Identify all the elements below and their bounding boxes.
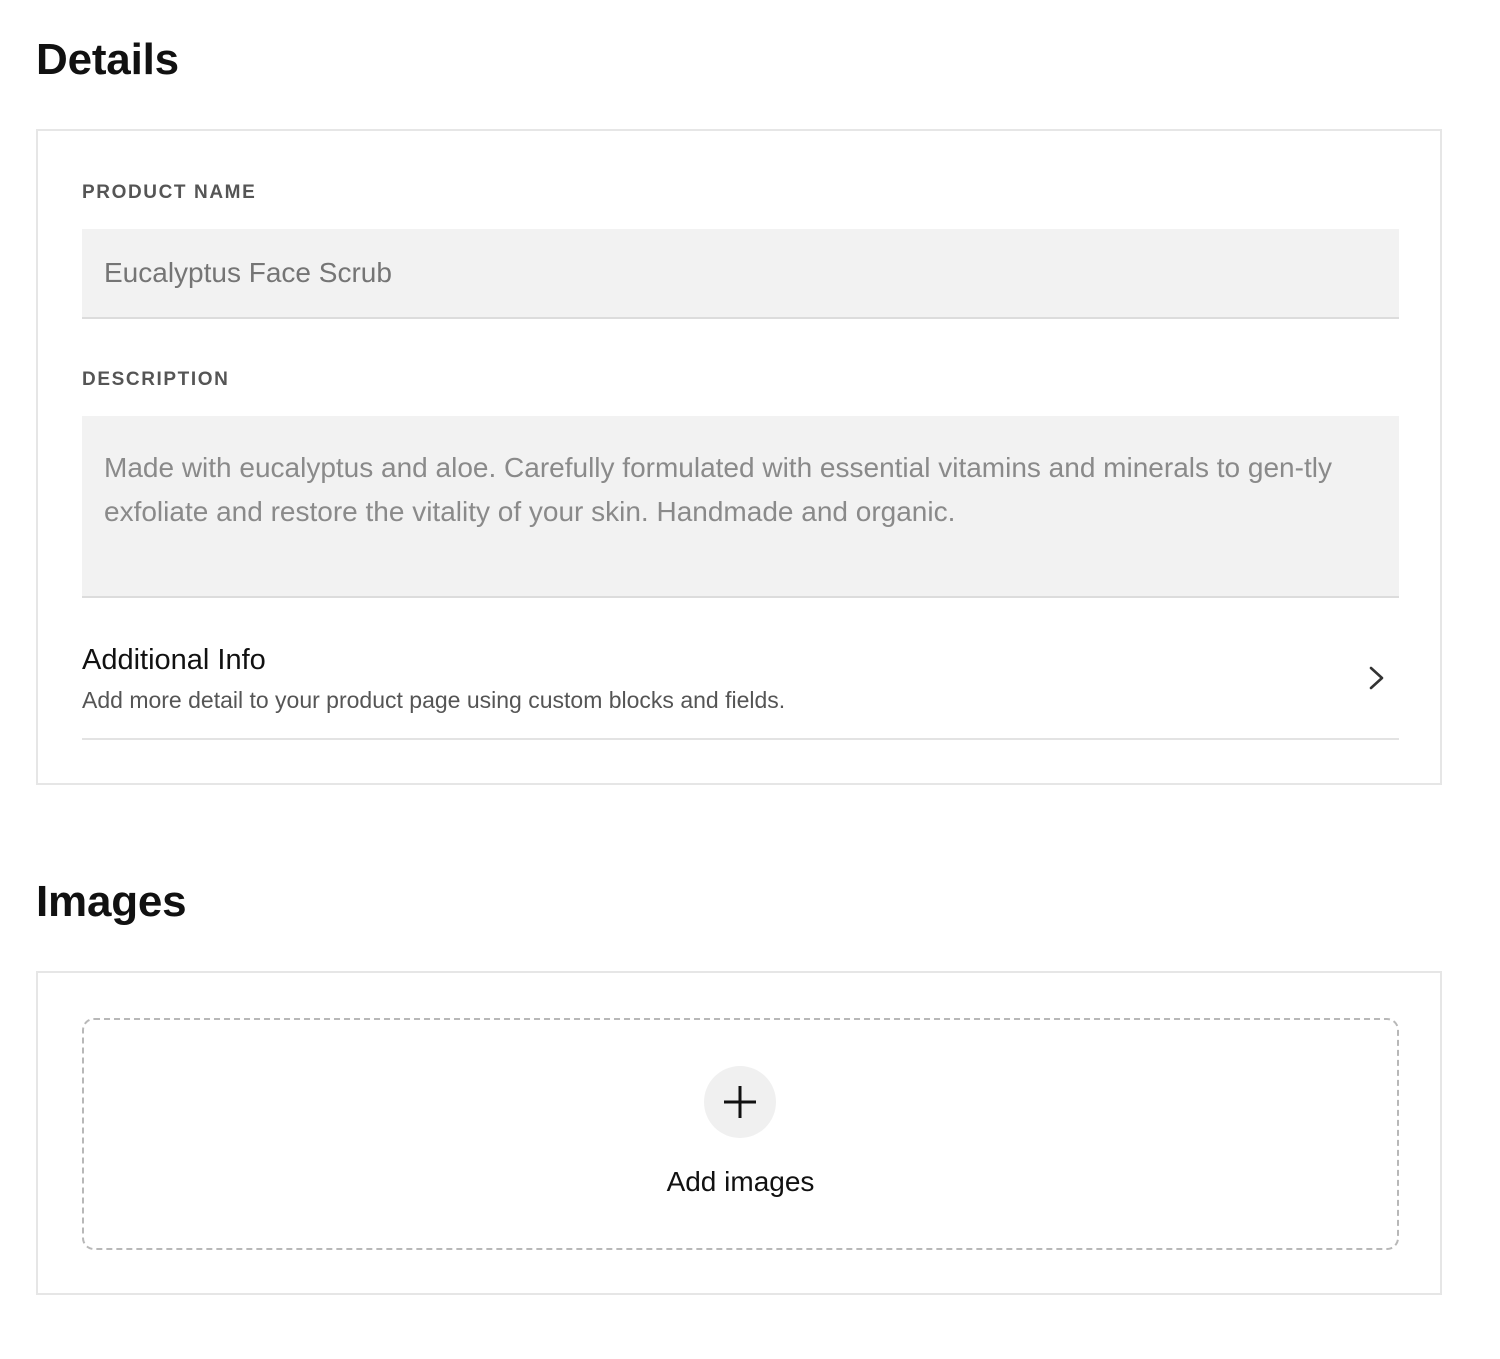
details-section-title: Details xyxy=(36,35,179,84)
additional-info-row[interactable] xyxy=(82,618,1399,740)
description-label: DESCRIPTION xyxy=(82,369,230,390)
description-textarea[interactable]: Made with eucalyptus and aloe. Carefully formulated with essential vitamins and minerals to gen-tly exfoliate and restore the vitality of your skin. Handmade and organic. xyxy=(82,416,1399,598)
details-panel xyxy=(36,129,1442,785)
image-dropzone[interactable] xyxy=(82,1018,1399,1250)
images-panel xyxy=(36,971,1442,1295)
images-section-title: Images xyxy=(36,877,187,926)
additional-info-title: Additional Info xyxy=(82,644,266,676)
plus-icon xyxy=(722,1084,758,1120)
chevron-right-icon xyxy=(1365,664,1389,692)
add-images-label: Add images xyxy=(666,1166,815,1197)
additional-info-subtitle: Add more detail to your product page using custom blocks and fields. xyxy=(82,687,786,713)
product-name-label: PRODUCT NAME xyxy=(82,182,257,203)
product-name-input[interactable] xyxy=(82,229,1399,319)
add-images-button[interactable] xyxy=(704,1066,776,1138)
